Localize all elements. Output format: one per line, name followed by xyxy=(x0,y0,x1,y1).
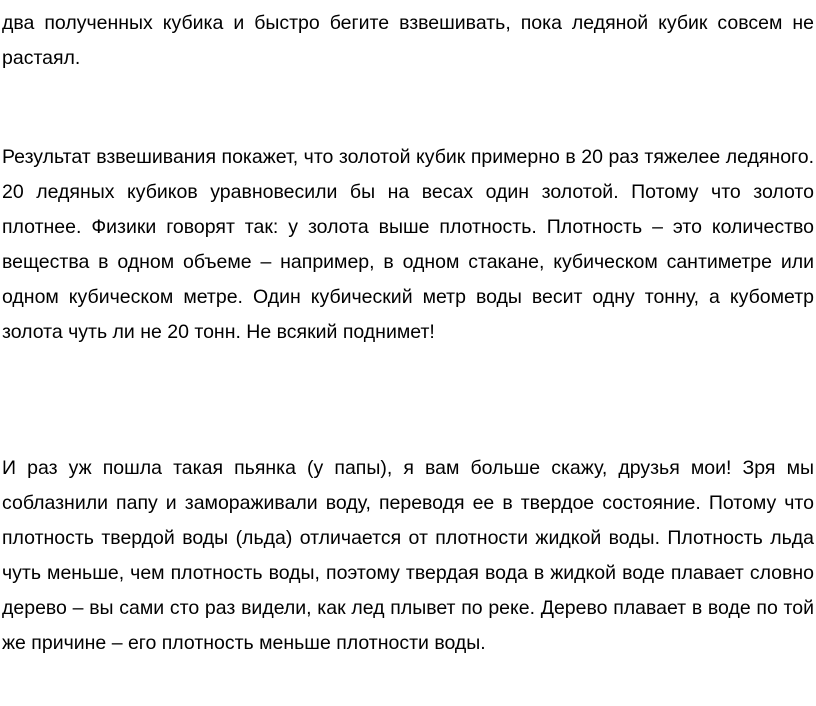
paragraph-2: Результат взвешивания покажет, что золотой кубик примерно в 20 раз тяжелее ледяного. 20 ледяных кубиков уравновесили бы на весах один золотой. Потому что золото плотнее. Физики говорят так: у золота выше плотность. Плотность – это количество вещества в одном объеме – например, в одном стакане, кубическом сантиметре или одном кубическом метре. Один кубический метр воды весит одну тонну, а кубометр золота чуть ли не 20 тонн. Не всякий поднимет! xyxy=(2,146,814,343)
paragraph-1: два полученных кубика и быстро бегите взвешивать, пока ледяной кубик совсем не растаял. xyxy=(2,12,814,69)
paragraph-3: И раз уж пошла такая пьянка (у папы), я вам больше скажу, друзья мои! Зря мы соблазнили папу и замораживали воду, переводя ее в твердое состояние. Потому что плотность твердой воды (льда) отличается от плотности жидкой воды. Плотность льда чуть меньше, чем плотность воды, поэтому твердая вода в жидкой воде плавает словно дерево – вы сами сто раз видели, как лед плывет по реке. Дерево плавает в воде по той же причине – его плотность меньше плотности воды. xyxy=(2,457,814,654)
